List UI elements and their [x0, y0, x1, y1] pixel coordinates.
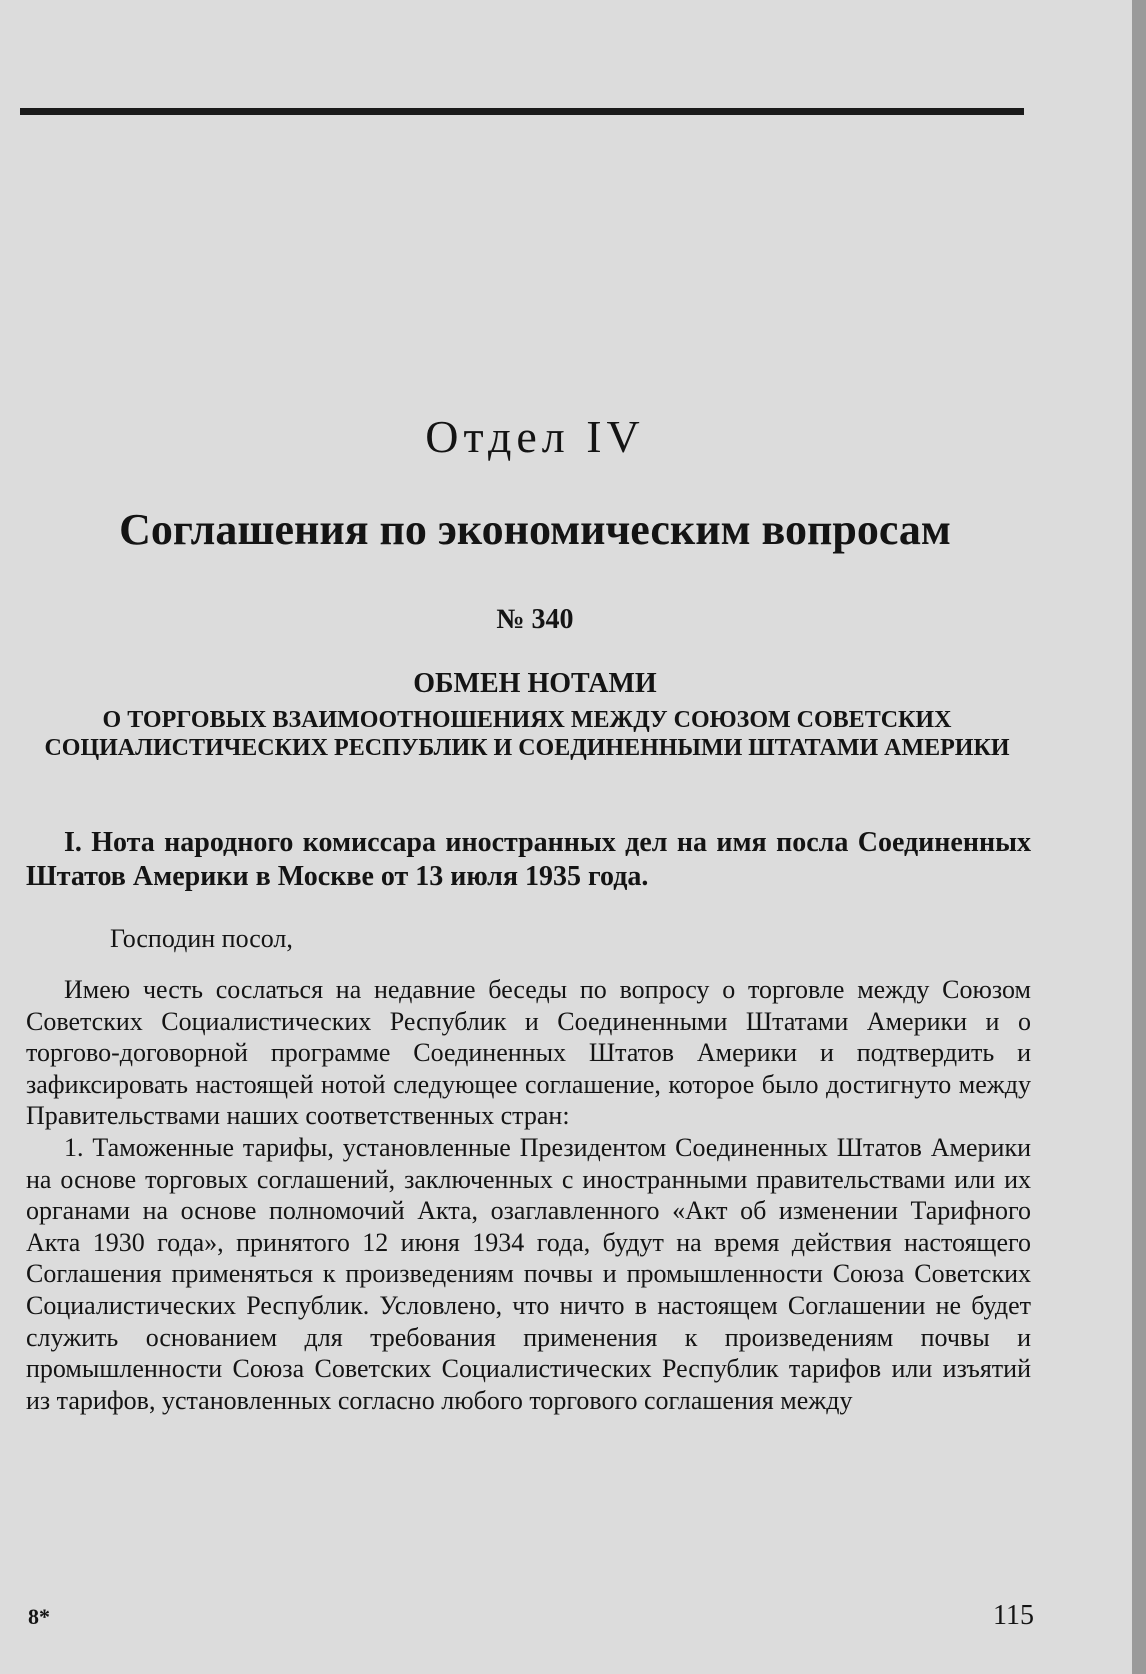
note-title: I. Нота народного комиссара иностранных дел на имя посла Соединенных Штатов Америки в Москве от 13 июля 1935 года. — [26, 827, 1031, 892]
body-text — [26, 974, 1031, 1416]
section-title: Соглашения по экономическим вопросам — [119, 505, 951, 554]
page-number: 115 — [993, 1600, 1034, 1631]
section-label: Отдел IV — [425, 411, 645, 462]
salutation: Господин посол, — [110, 924, 293, 953]
top-rule — [20, 108, 1024, 115]
document-heading: ОБМЕН НОТАМИ — [413, 668, 657, 699]
paragraph: Имею честь сослаться на недавние беседы по вопросу о торговле между Союзом Советских Социалистических Республик и Соединенными Штатами Америки и о торгово-договорной программе Соединенных Штатов Америки и подтвердить и зафиксировать настоящей нотой следующее соглашение, которое было достигнуто между Правительствами наших соответственных стран: — [26, 975, 1031, 1131]
paragraph: 1. Таможенные тарифы, установленные Президентом Соединенных Штатов Америки на основе торговых соглашений, заключенных с иностранными правительствами или их органами на основе полномочий Акта, озаглавленного «Акт об изменении Тарифного Акта 1930 года», принятого 12 июня 1934 года, будут на время действия настоящего Соглашения применяться к произведениям почвы и промышленности Союза Советских Социалистических Республик. Условлено, что ничто в настоящем Соглашении не будет служить основанием для требования применения к произведениям почвы и промышленности Союза Советских Социалистических Республик тарифов или изъятий из тарифов, установленных согласно любого торгового соглашения между — [26, 1132, 1031, 1415]
document-number: № 340 — [496, 604, 574, 635]
document-subheading: О ТОРГОВЫХ ВЗАИМООТНОШЕНИЯХ МЕЖДУ СОЮЗОМ СОВЕТСКИХ СОЦИАЛИСТИЧЕСКИХ РЕСПУБЛИК И СОЕДИНЕННЫМИ ШТАТАМИ АМЕРИКИ — [44, 707, 1010, 761]
signature-mark: 8* — [28, 1604, 50, 1629]
